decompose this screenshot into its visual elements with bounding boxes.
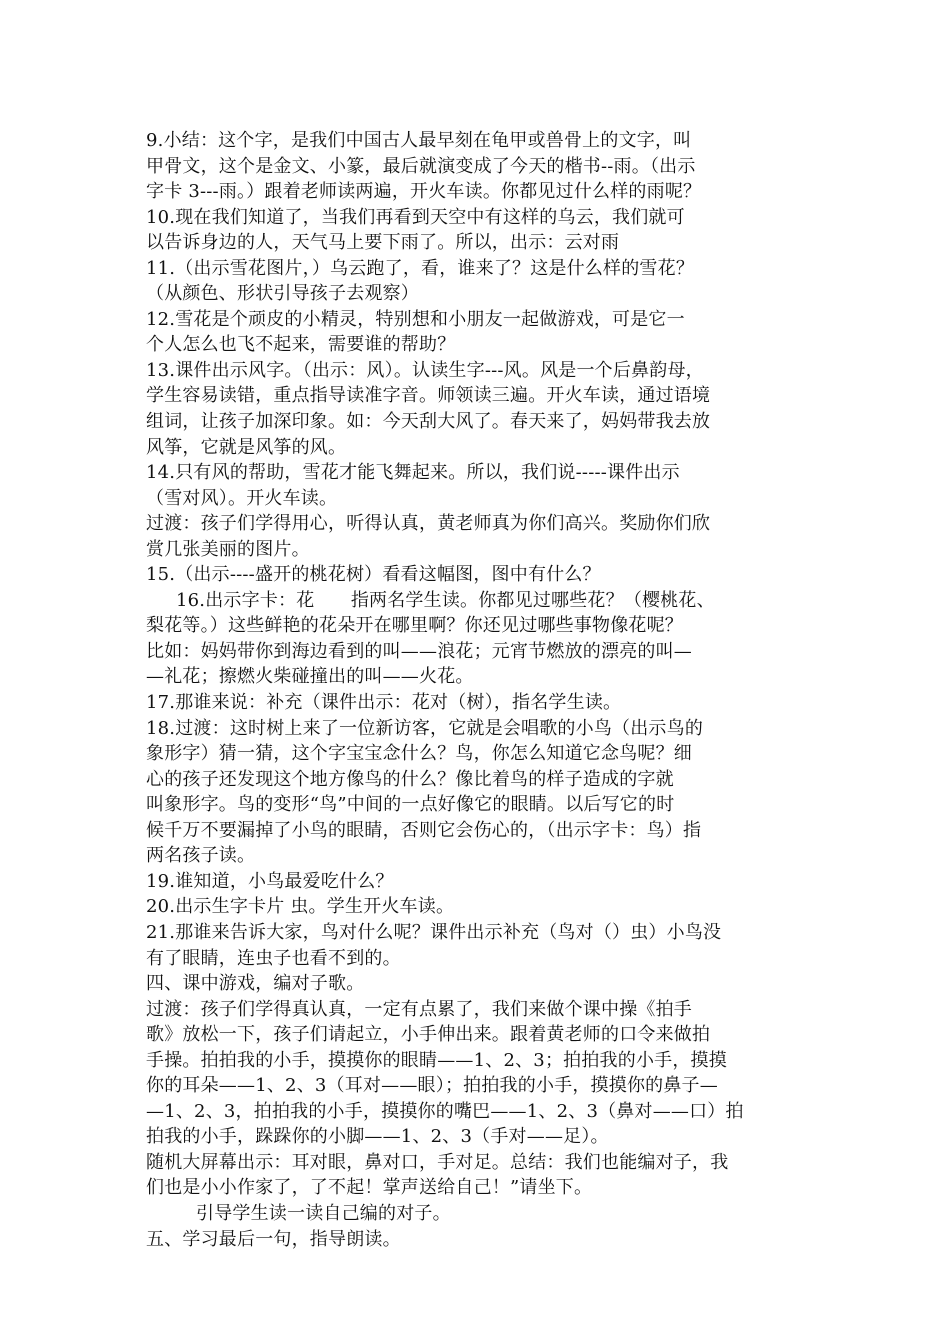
text-line: 两名孩子读。	[146, 845, 256, 867]
text-line: 随机大屏幕出示：耳对眼，鼻对口，手对足。总结：我们也能编对子，我	[146, 1151, 729, 1173]
text-line: 你的耳朵——1、2、3（耳对——眼）；拍拍我的小手，摸摸你的鼻子—	[146, 1075, 718, 1097]
text-line: 19.谁知道，小鸟最爱吃什么？	[146, 870, 394, 892]
document-body	[146, 128, 816, 1252]
text-line: 象形字）猜一猜，这个字宝宝念什么？鸟，你怎么知道它念鸟呢？细	[146, 743, 692, 765]
text-line: 14.只有风的帮助，雪花才能飞舞起来。所以，我们说-----课件出示	[146, 462, 680, 484]
text-line: 比如：妈妈带你到海边看到的叫——浪花；元宵节燃放的漂亮的叫—	[146, 640, 692, 662]
section-heading: 五、学习最后一句，指导朗读。	[146, 1228, 401, 1250]
text-line: 以告诉身边的人，天气马上要下雨了。所以，出示：云对雨	[146, 232, 620, 254]
text-line: 叫象形字。鸟的变形“鸟”中间的一点好像它的眼睛。以后写它的时	[146, 794, 675, 816]
text-line: —礼花；擦燃火柴碰撞出的叫——火花。	[146, 666, 474, 688]
text-line: （雪对风）。开火车读。	[146, 487, 338, 509]
text-line: 21.那谁来告诉大家，鸟对什么呢？课件出示补充（鸟对（）虫）小鸟没	[146, 921, 722, 943]
text-line: 17.那谁来说：补充（课件出示：花对（树），指名学生读。	[146, 692, 622, 714]
text-line: 过渡：孩子们学得真认真，一定有点累了，我们来做个课中操《拍手	[146, 998, 692, 1020]
text-line: 18.过渡：这时树上来了一位新访客，它就是会唱歌的小鸟（出示鸟的	[146, 717, 704, 739]
text-line: 15.（出示----盛开的桃花树）看看这幅图，图中有什么？	[146, 564, 601, 586]
text-line: 候千万不要漏掉了小鸟的眼睛，否则它会伤心的，（出示字卡：鸟）指	[146, 819, 702, 841]
text-line: 12.雪花是个顽皮的小精灵，特别想和小朋友一起做游戏，可是它一	[146, 308, 685, 330]
text-line: 风筝，它就是风筝的风。	[146, 436, 347, 458]
text-line: 歌》放松一下，孩子们请起立，小手伸出来。跟着黄老师的口令来做拍	[146, 1024, 711, 1046]
text-line: 20.出示生字卡片 虫。学生开火车读。	[146, 896, 455, 918]
text-line: 字卡 3---雨。）跟着老师读两遍，开火车读。你都见过什么样的雨呢？	[146, 181, 702, 203]
text-line: 11.（出示雪花图片，）乌云跑了，看，谁来了？这是什么样的雪花？	[146, 257, 695, 279]
text-line: 过渡：孩子们学得用心，听得认真，黄老师真为你们高兴。奖励你们欣	[146, 513, 711, 535]
text-line: 甲骨文，这个是金文、小篆，最后就演变成了今天的楷书--雨。（出示	[146, 155, 696, 177]
text-line: 16.出示字卡：花 指两名学生读。你都见过哪些花？（樱桃花、	[176, 589, 715, 611]
text-line: 们也是小小作家了，了不起！掌声送给自己！”请坐下。	[146, 1177, 593, 1199]
text-line: 个人怎么也飞不起来，需要谁的帮助？	[146, 334, 456, 356]
text-line: 学生容易读错，重点指导读准字音。师领读三遍。开火车读，通过语境	[146, 385, 711, 407]
text-line: 拍我的小手，跺跺你的小脚——1、2、3（手对——足）。	[146, 1126, 609, 1148]
text-line: —1、2、3，拍拍我的小手，摸摸你的嘴巴——1、2、3（鼻对——口）拍	[146, 1100, 744, 1122]
text-line: 9.小结：这个字，是我们中国古人最早刻在龟甲或兽骨上的文字，叫	[146, 130, 692, 151]
text-line: 梨花等。）这些鲜艳的花朵开在哪里啊？你还见过哪些事物像花呢？	[146, 615, 683, 637]
text-line: 组词，让孩子加深印象。如：今天刮大风了。春天来了，妈妈带我去放	[146, 411, 711, 433]
text-line: 心的孩子还发现这个地方像鸟的什么？像比着鸟的样子造成的字就	[146, 768, 674, 790]
text-line: 手操。拍拍我的小手，摸摸你的眼睛——1、2、3；拍拍我的小手，摸摸	[146, 1049, 727, 1071]
text-line: （从颜色、形状引导孩子去观察）	[146, 283, 419, 305]
text-line: 13.课件出示风字。（出示：风）。认读生字---风。风是一个后鼻韵母，	[146, 359, 704, 381]
text-line: 10.现在我们知道了，当我们再看到天空中有这样的乌云，我们就可	[146, 206, 685, 228]
text-line: 赏几张美丽的图片。	[146, 538, 310, 560]
section-heading: 四、课中游戏，编对子歌。	[146, 973, 365, 995]
text-line: 引导学生读一读自己编的对子。	[196, 1202, 451, 1224]
text-line: 有了眼睛，连虫子也看不到的。	[146, 947, 401, 969]
